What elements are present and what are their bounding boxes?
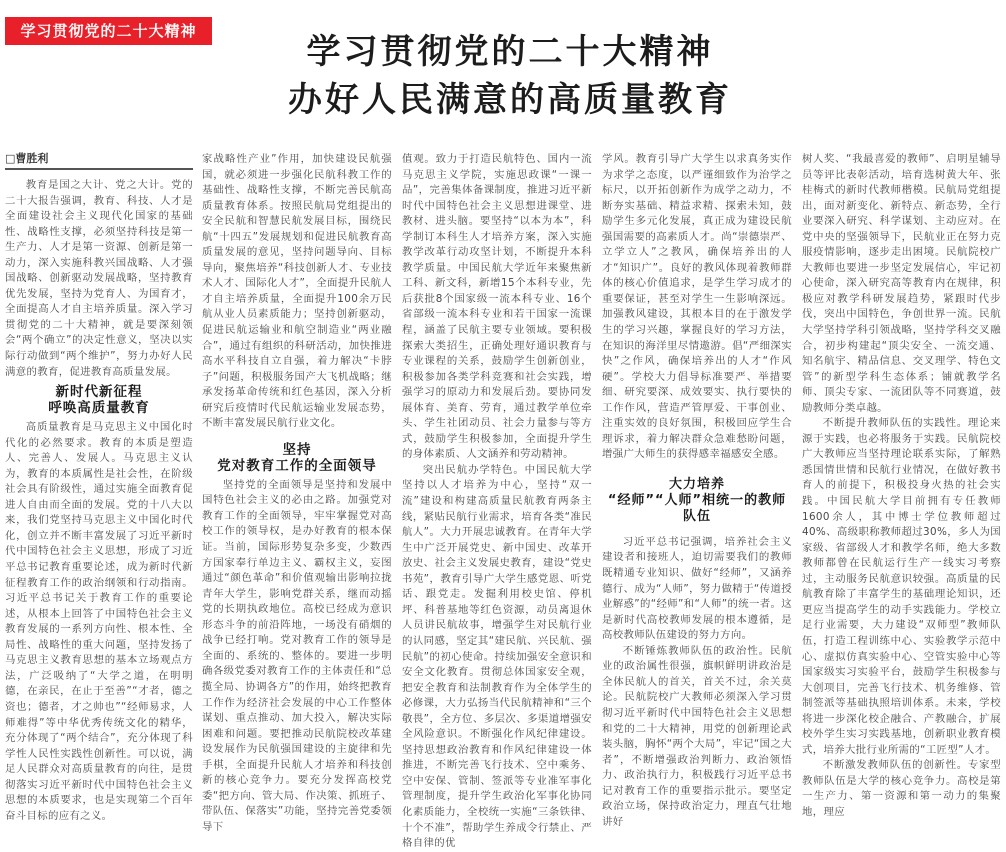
section-heading-1 xyxy=(5,384,193,416)
headline-line-2: 办好人民满意的高质量教育 xyxy=(288,80,732,120)
section-heading-3 xyxy=(602,477,792,525)
body-paragraph: 值观。致力于打造民航特色、国内一流马克思主义学院，实施思政课“一课一品”，完善集体备课制度，推进习近平新时代中国特色社会主义思想进课堂、进教材、进头脑。要坚持“以本为本”，科学制订本科生人才培养方案，深入实施教学改革行动攻坚计划，不断提升本科教学质量。中国民航大学近年来聚焦新工科、新文科，新增15个本科专业，先后获批8个国家级一流本科专业、16个省部级一流本科专业和若干国家一流课程，涵盖了民航主要专业领域。要积极探索大类招生，正确处理好通识教育与专业课程的关系，鼓励学生创新创业，积极参加各类学科竞赛和社会实践，增强学习的原动力和发展后劲。要协同发展体育、美育、劳育，通过教学单位牵头、学生社团动员、社会力量参与等方式，鼓励学生积极参加，全面提升学生的身体素质、人文涵养和劳动精神。 xyxy=(402,153,592,461)
body-paragraph: 习近平总书记强调，培养社会主义建设者和接班人，迫切需要我们的教师既精通专业知识、做好“经师”，又涵养德行、成为“人师”，努力做精于“传道授业解惑”的“经师”和“人师”的统一者。这是新时代高校教师发展的根本遵循，是高校教师队伍建设的努力方向。 xyxy=(602,535,792,642)
body-paragraph: 不断锤炼教师队伍的政治性。民航业的政治属性很强，旗帜鲜明讲政治是全体民航人的首关，首关不过，余关莫论。民航院校广大教师必须深入学习贯彻习近平新时代中国特色社会主义思想和党的二十大精神，用党的创新理论武装头脑，胸怀“两个大局”，牢记“国之大者”，不断增强政治判断力、政治领悟力、政治执行力，积极践行习近平总书记对教育工作的重要指示批示。要坚定政治立场，保持政治定力，理直气壮地讲好 xyxy=(602,644,792,828)
section-heading-1-line-2: 呼唤高质量教育 xyxy=(48,400,150,417)
text-column-2 xyxy=(202,152,392,833)
section-heading-2-line-2: 党对教育工作的全面领导 xyxy=(217,457,377,474)
headline-line-1: 学习贯彻党的二十大精神 xyxy=(306,32,714,72)
section-heading-3-line-2: “经师”“人师”相统一的教师队伍 xyxy=(607,492,787,524)
text-column-1 xyxy=(5,178,193,822)
body-paragraph: 家战略性产业”作用，加快建设民航强国，就必须进一步强化民航科教工作的基础性、战略性支撑，不断完善民航高质量教育体系。按照民航局党组提出的安全民航和智慧民航发展目标，围绕民航“十四五”发展规划和促进民航教育高质量发展的意见，坚持问题导向、目标导向，聚焦培养“科技创新人才、专业技术人才、国际化人才”，全面提升民航人才自主培养质量，全面提升100余万民航从业人员素质能力；坚持创新驱动，促进民航运输业和航空制造业“两业融合”，通过有组织的科研活动，加快推进高水平科技自立自强，着力解决“卡脖子”问题，积极服务国产大飞机战略；继承发扬革命传统和红色基因，深入分析研究后疫情时代民航运输业发展态势，不断丰富发展民航行业文化。 xyxy=(202,153,392,430)
body-paragraph: 高质量教育是马克思主义中国化时代化的必然要求。教育的本质是塑造人、完善人、发展人。马克思主义认为，教育的本质属性是社会性，在阶级社会具有阶级性，通过实施全面教育促进人自由而全面的发展。党的十八大以来，我们党坚持马克思主义中国化时代化，创立并不断丰富发展了习近平新时代中国特色社会主义思想，形成了习近平总书记教育重要论述，成为新时代新征程教育工作的政治纲领和行动指南。习近平总书记关于教育工作的重要论述，从根本上回答了中国特色社会主义教育发展的一系列方向性、根本性、全局性、战略性的重大问题，坚持发扬了马克思主义教育思想的基本立场观点方法，广泛吸纳了“大学之道，在明明德，在亲民，在止于至善”“才者，德之资也；德者，才之帅也”“经师易求，人师难得”等中华优秀传统文化的精华，充分体现了“两个结合”，充分体现了科学性人民性实践性创新性。可以说，满足人民群众对高质量教育的向往，是贯彻落实习近平新时代中国特色社会主义思想的本质要求，也是实现第二个百年奋斗目标的应有之义。 xyxy=(5,421,193,822)
section-heading-2-line-1: 坚持 xyxy=(282,441,312,458)
author-byline: □曹胜利 xyxy=(5,152,193,170)
body-paragraph: 不断激发教师队伍的创新性。专家型教师队伍是大学的核心竞争力。高校是第一生产力、第一资源和第一动力的集聚地，理应 xyxy=(802,759,1001,818)
text-column-3 xyxy=(402,152,592,850)
article-headline xyxy=(230,28,790,124)
text-column-4 xyxy=(602,152,792,828)
section-heading-1-line-1: 新时代新征程 xyxy=(55,384,143,401)
body-paragraph: 坚持党的全面领导是坚持和发展中国特色社会主义的必由之路。加强党对教育工作的全面领导，牢牢掌握党对高校工作的领导权，是办好教育的根本保证。当前，国际形势复杂多变，少数西方国家奉行单边主义、霸权主义，妄图通过“颜色革命”和价值观输出影响拉拢青年大学生，影响党群关系，继而动摇党的长期执政地位。高校已经成为意识形态斗争的前沿阵地，一场没有硝烟的战争已经打响。党对教育工作的领导是全面的、系统的、整体的。要进一步明确各级党委对教育工作的主体责任和“总揽全局、协调各方”的作用，始终把教育工作作为经济社会发展的中心工作整体谋划、重点推动、加大投入，解决实际困难和问题。要把推动民航院校改革建设发展作为民航强国建设的主旋律和先手棋，全面提升民航人才培养和科技创新的核心竞争力。要充分发挥高校党委“把方向、管大局、作决策、抓班子、带队伍、保落实”功能，坚持完善党委领导下 xyxy=(202,478,392,833)
body-paragraph: 不断提升教师队伍的实践性。理论来源于实践，也必将服务于实践。民航院校广大教师应当坚持理论联系实际，了解熟悉国情世情和民航行业情况，在做好教书育人的前提下，积极投身火热的社会实践。中国民航大学目前拥有专任教师1600余人，其中博士学位教师超过40%、高级职称教师超过30%，多人为国家级、省部级人才和教学名师，绝大多数教师都曾在民航运行生产一线实习考察过，主动服务民航意识较强。高质量的民航教育除了丰富学生的基础理论知识，还更应当提高学生的动手实践能力。学校立足行业需要，大力建设“双师型”教师队伍，打造工程训练中心、实验教学示范中心、虚拟仿真实验中心、空管实验中心等国家级实习实验平台，鼓励学生积极参与大创项目，完善飞行技术、机务维修、管制签派等基础执照培训体系。未来，学校将进一步深化校企融合、产教融合，扩展校外学生实习实践基地，创新职业教育模式，培养大批行业所需的“工匠型”人才。 xyxy=(802,417,1001,756)
body-paragraph: 树人奖、“我最喜爱的教师”、启明星辅导员等评比表彰活动，培育选树黄大年、张桂梅式的新时代教师楷模。民航局党组提出，面对新变化、新特点、新态势，全行业要深入研究、科学谋划、主动应对。在党中央的坚强领导下，民航业正在努力克服疫情影响，逐步走出困境。民航院校广大教师也要进一步坚定发展信心，牢记初心使命，深入研究高等教育内在规律，积极应对教学科研发展趋势，紧跟时代步伐，突出中国特色，争创世界一流。民航大学坚持学科引领战略，坚持学科交叉融合，初步构建起“顶尖安全、一流交通、知名航宇、精品信息、交叉理学、特色文管”的新型学科生态体系；铺就教学名师、顶尖专家、一流团队等不同赛道，鼓励教师分类卓越。 xyxy=(802,153,1001,414)
section-heading-3-line-1: 大力培养 xyxy=(668,476,725,492)
section-heading-2 xyxy=(202,442,392,474)
body-paragraph: 学风。教育引导广大学生以求真务实作为求学之态度，以严谨细致作为治学之标尺，以开拓创新作为成学之动力，不断夯实基础、精益求精、探索未知，鼓励学生多元化发展，真正成为建设民航强国需要的高素质人才。尚“崇德崇严、立学立人”之教风，确保培养出的人才“知识广”。良好的教风体现着教师群体的核心价值追求，是学生学习成才的重要保证，甚至对学生一生影响深远。加强教风建设，其根本目的在于激发学生的学习兴趣，掌握良好的学习方法，在知识的海洋里尽情遨游。倡“严细深实快”之作风，确保培养出的人才“作风硬”。学校大力倡导标准要严、举措要细、研究要深、成效要实、执行要快的工作作风，营造严管厚爱、干事创业、注重实效的良好氛围，积极回应学生合理诉求，着力解决群众急难愁盼问题，增强广大师生的获得感幸福感安全感。 xyxy=(602,153,792,461)
column-tag-banner: 学习贯彻党的二十大精神 xyxy=(5,17,212,45)
text-column-5 xyxy=(802,152,1001,818)
body-paragraph: 突出民航办学特色。中国民航大学坚持以人才培养为中心，坚持“双一流”建设和构建高质量民航教育两条主线，紧贴民航行业需求，培育各类“准民航人”。大力开展忠诚教育。在青年大学生中广泛开展党史、新中国史、改革开放史、社会主义发展史教育，建设“党史书苑”，教育引导广大学生感党恩、听党话、跟党走。发掘利用校史馆、停机坪、科普基地等红色资源，动员离退休人员讲民航故事，增强学生对民航行业的认同感，坚定其“建民航、兴民航、强民航”的初心使命。持续加强安全意识和安全文化教育。贯彻总体国家安全观，把安全教育和法制教育作为全体学生的必修课，大力弘扬当代民航精神和“三个敬畏”，全方位、多层次、多渠道增强安全风险意识。不断强化作风纪律建设。坚持思想政治教育和作风纪律建设一体推进，不断完善飞行技术、空中乘务、空中安保、管制、签派等专业准军事化管理制度，提升学生政治化军事化协同化素质能力，全校统一实施“三条铁律、十个不准”，帮助学生养成令行禁止、严格自律的优 xyxy=(402,463,592,850)
intro-paragraph: 教育是国之大计、党之大计。党的二十大报告强调，教育、科技、人才是全面建设社会主义现代化国家的基础性、战略性支撑，必须坚持科技是第一生产力、人才是第一资源、创新是第一动力，深入实施科教兴国战略、人才强国战略、创新驱动发展战略，坚持教育优先发展，坚持为党育人、为国育才，全面提高人才自主培养质量。深入学习贯彻党的二十大精神，就是要深刻领会“两个确立”的决定性意义，坚决以实际行动做到“两个维护”，努力办好人民满意的教育，促进教育高质量发展。 xyxy=(5,179,193,378)
